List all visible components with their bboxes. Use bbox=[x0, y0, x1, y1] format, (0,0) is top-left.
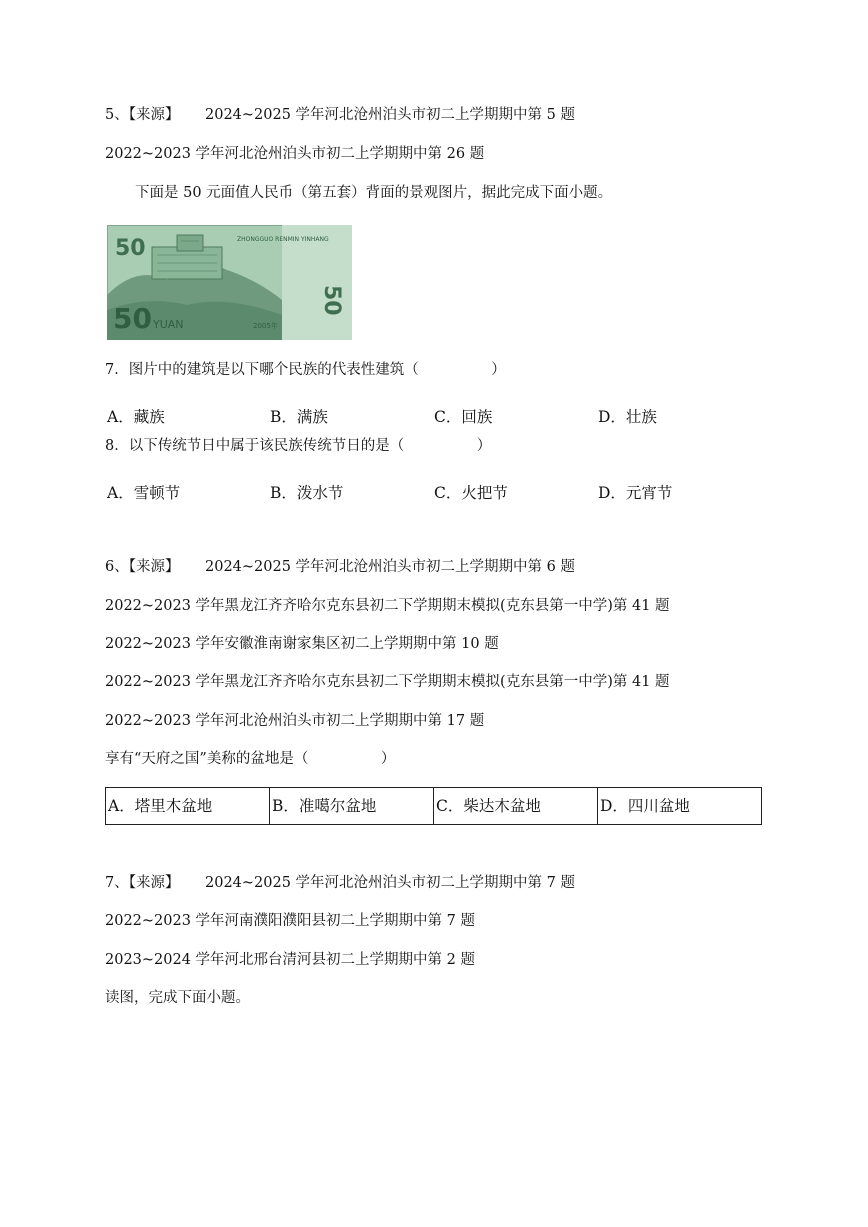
q7-intro: 读图，完成下面小题。 bbox=[105, 990, 250, 1006]
option-d: D．四川盆地 bbox=[597, 788, 761, 824]
q5-intro: 下面是 50 元面值人民币（第五套）背面的景观图片，据此完成下面小题。 bbox=[135, 185, 613, 201]
q7-number: 7、【来源】 bbox=[105, 875, 180, 891]
q5-sub8-stem: 8．以下传统节日中属于该民族传统节日的是（ ） bbox=[105, 438, 492, 454]
option-b: B．满族 bbox=[270, 408, 328, 426]
banknote-illustration bbox=[107, 225, 352, 340]
q5-sub7-options bbox=[107, 406, 727, 428]
q5-sub8-options bbox=[107, 482, 727, 504]
banknote-value-side: 50 bbox=[319, 285, 344, 316]
option-a: A．藏族 bbox=[107, 408, 165, 426]
option-d: D．壮族 bbox=[598, 408, 657, 426]
q6-source-header bbox=[105, 558, 575, 576]
option-b: B．泼水节 bbox=[270, 484, 344, 502]
q5-number: 5、【来源】 bbox=[105, 107, 180, 123]
q5-sub7-stem: 7．图片中的建筑是以下哪个民族的代表性建筑（ ） bbox=[105, 362, 506, 378]
q5-primary-source: 2024~2025 学年河北沧州泊头市初二上学期期中第 5 题 bbox=[205, 107, 576, 123]
q5-source-header bbox=[105, 106, 575, 124]
q7-source-header bbox=[105, 874, 575, 892]
q6-stem: 享有“天府之国”美称的盆地是（ ） bbox=[105, 751, 396, 767]
option-c: C．回族 bbox=[434, 408, 493, 426]
q6-primary-source: 2024~2025 学年河北沧州泊头市初二上学期期中第 6 题 bbox=[205, 559, 576, 575]
q6-options-table bbox=[105, 787, 762, 825]
banknote-bank-name: ZHONGGUO RENMIN YINHANG bbox=[237, 236, 329, 243]
banknote-image bbox=[107, 225, 352, 340]
q6-source-line: 2022~2023 学年安徽淮南谢家集区初二上学期期中第 10 题 bbox=[105, 636, 499, 652]
option-a: A．塔里木盆地 bbox=[108, 797, 213, 815]
q6-number: 6、【来源】 bbox=[105, 559, 180, 575]
q7-source-line: 2022~2023 学年河南濮阳濮阳县初二上学期期中第 7 题 bbox=[105, 913, 476, 929]
banknote-value-large: 50 bbox=[113, 302, 152, 335]
option-b: B．准噶尔盆地 bbox=[269, 788, 433, 824]
q6-source-line: 2022~2023 学年河北沧州泊头市初二上学期期中第 17 题 bbox=[105, 713, 485, 729]
q7-source-line: 2023~2024 学年河北邢台清河县初二上学期期中第 2 题 bbox=[105, 952, 476, 968]
option-d: D．元宵节 bbox=[598, 484, 673, 502]
q6-source-line: 2022~2023 学年黑龙江齐齐哈尔克东县初二下学期期末模拟(克东县第一中学)第 41 题 bbox=[105, 674, 670, 690]
banknote-value-top: 50 bbox=[115, 236, 146, 261]
option-c: C．火把节 bbox=[434, 484, 508, 502]
banknote-yuan: YUAN bbox=[153, 318, 184, 331]
q7-primary-source: 2024~2025 学年河北沧州泊头市初二上学期期中第 7 题 bbox=[205, 875, 576, 891]
banknote-year: 2005年 bbox=[253, 322, 278, 330]
option-c: C．柴达木盆地 bbox=[433, 788, 597, 824]
q6-source-line: 2022~2023 学年黑龙江齐齐哈尔克东县初二下学期期末模拟(克东县第一中学)第 41 题 bbox=[105, 598, 670, 614]
q5-source-line: 2022~2023 学年河北沧州泊头市初二上学期期中第 26 题 bbox=[105, 146, 485, 162]
option-a: A．雪顿节 bbox=[107, 484, 181, 502]
